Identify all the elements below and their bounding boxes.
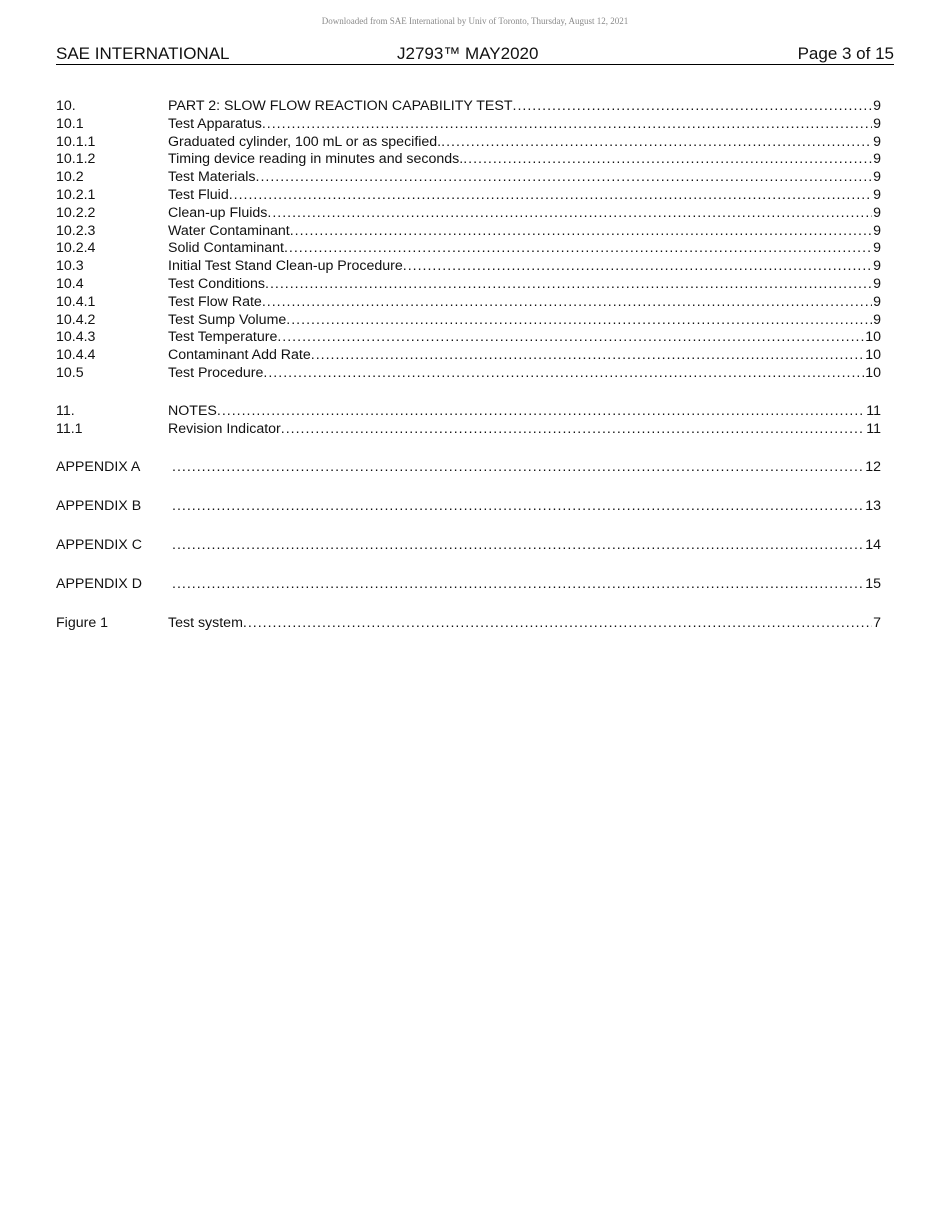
toc-title: Solid Contaminant xyxy=(168,240,284,257)
toc-number: 10.1.2 xyxy=(56,151,96,168)
toc-title: Test Sump Volume xyxy=(168,311,287,328)
toc-leader-dots xyxy=(172,537,864,555)
toc-title: Contaminant Add Rate xyxy=(168,347,311,364)
toc-page: 9 xyxy=(873,240,881,257)
toc-title: Test Procedure xyxy=(168,364,264,381)
toc-entry[interactable] xyxy=(56,312,881,330)
page-header xyxy=(56,44,894,65)
toc-page: 9 xyxy=(873,293,881,310)
toc-title: Initial Test Stand Clean-up Procedure xyxy=(168,258,403,275)
toc-page: 9 xyxy=(873,222,881,239)
toc-number: APPENDIX A xyxy=(56,459,141,476)
toc-number: 10.4.1 xyxy=(56,293,96,310)
toc-page: 10 xyxy=(865,329,881,346)
toc-title: Timing device reading in minutes and seconds. xyxy=(168,151,464,168)
toc-entry[interactable] xyxy=(56,329,881,347)
toc-entry[interactable] xyxy=(56,421,881,439)
toc-leader-dots xyxy=(265,276,872,294)
toc-number: 10.3 xyxy=(56,258,84,275)
toc-entry[interactable] xyxy=(56,347,881,365)
toc-leader-dots xyxy=(277,329,864,347)
toc-number: 10.2.1 xyxy=(56,186,96,203)
toc-entry[interactable] xyxy=(56,134,881,152)
toc-leader-dots xyxy=(217,403,865,421)
toc-number: 10.1.1 xyxy=(56,133,96,150)
toc-page: 14 xyxy=(865,536,881,553)
toc-page: 9 xyxy=(873,98,881,114)
toc-title: Graduated cylinder, 100 mL or as specified. xyxy=(168,133,442,150)
toc-entry[interactable] xyxy=(56,240,881,258)
toc-entry[interactable] xyxy=(56,205,881,223)
toc-appendix-entry[interactable] xyxy=(56,576,881,594)
toc-page: 15 xyxy=(865,575,881,592)
toc-page: 9 xyxy=(873,169,881,186)
toc-leader-dots xyxy=(290,223,872,241)
toc-number: 10.2.3 xyxy=(56,222,96,239)
toc-entry[interactable] xyxy=(56,365,881,383)
toc-leader-dots xyxy=(172,459,864,477)
toc-leader-dots xyxy=(243,615,872,633)
toc-number: 10.2 xyxy=(56,169,84,186)
toc-leader-dots xyxy=(267,205,872,223)
download-watermark: Downloaded from SAE International by Univ of Toronto, Thursday, August 12, 2021 xyxy=(321,16,629,26)
toc-page: 9 xyxy=(873,133,881,150)
toc-appendix-entry[interactable] xyxy=(56,537,881,555)
toc-title: Test Materials xyxy=(168,169,256,186)
toc-page: 13 xyxy=(865,498,881,515)
toc-title: PART 2: SLOW FLOW REACTION CAPABILITY TEST xyxy=(168,98,513,114)
toc-page: 9 xyxy=(873,186,881,203)
toc-leader-dots xyxy=(262,294,872,312)
toc-page: 7 xyxy=(873,614,881,631)
header-org: SAE INTERNATIONAL xyxy=(56,44,230,63)
toc-leader-dots xyxy=(286,312,872,330)
toc-page: 9 xyxy=(873,115,881,132)
toc-page: 9 xyxy=(873,151,881,168)
toc-title: Test Apparatus xyxy=(168,115,262,132)
toc-number: 10.4.3 xyxy=(56,329,96,346)
toc-number: APPENDIX D xyxy=(56,575,142,592)
toc-entry[interactable] xyxy=(56,294,881,312)
toc-number: 11.1 xyxy=(56,420,83,437)
toc-leader-dots xyxy=(281,421,865,439)
toc-page: 11 xyxy=(866,420,881,437)
toc-number: APPENDIX B xyxy=(56,498,142,515)
toc-number: 10.4.4 xyxy=(56,347,96,364)
toc-entry[interactable] xyxy=(56,258,881,276)
toc-number: 10.1 xyxy=(56,115,84,132)
toc-entry[interactable] xyxy=(56,98,881,116)
toc-page: 9 xyxy=(873,275,881,292)
toc-number: 10.5 xyxy=(56,364,84,381)
toc-page: 10 xyxy=(865,347,881,364)
toc-entry[interactable] xyxy=(56,169,881,187)
toc-title: Test system xyxy=(168,614,243,631)
toc-leader-dots xyxy=(311,347,864,365)
table-of-contents xyxy=(56,98,881,632)
toc-page: 10 xyxy=(865,364,881,381)
toc-leader-dots xyxy=(172,576,864,594)
toc-number: 10.4.2 xyxy=(56,311,96,328)
toc-leader-dots xyxy=(463,151,872,169)
toc-number: 10. xyxy=(56,98,76,114)
toc-entry[interactable] xyxy=(56,187,881,205)
toc-entry[interactable] xyxy=(56,151,881,169)
header-doc-id: J2793™ MAY2020 xyxy=(397,44,539,63)
toc-number: Figure 1 xyxy=(56,614,109,631)
toc-page: 12 xyxy=(865,459,881,476)
toc-number: 10.4 xyxy=(56,275,84,292)
toc-leader-dots xyxy=(403,258,872,276)
toc-number: APPENDIX C xyxy=(56,536,142,553)
toc-entry[interactable] xyxy=(56,116,881,134)
toc-number: 10.2.4 xyxy=(56,240,96,257)
header-page-number: Page 3 of 15 xyxy=(797,44,894,63)
toc-title: Test Flow Rate xyxy=(168,293,262,310)
toc-title: Test Fluid xyxy=(168,186,229,203)
toc-title: NOTES xyxy=(168,402,217,419)
toc-page: 9 xyxy=(873,311,881,328)
toc-leader-dots xyxy=(172,498,864,516)
toc-entry[interactable] xyxy=(56,223,881,241)
toc-page: 9 xyxy=(873,258,881,275)
toc-figure-entry[interactable] xyxy=(56,615,881,633)
toc-leader-dots xyxy=(256,169,873,187)
toc-title: Test Conditions xyxy=(168,275,265,292)
toc-leader-dots xyxy=(263,365,864,383)
toc-title: Revision Indicator xyxy=(168,420,281,437)
toc-entry[interactable] xyxy=(56,403,881,421)
toc-number: 11. xyxy=(56,402,75,419)
toc-title: Test Temperature xyxy=(168,329,278,346)
toc-leader-dots xyxy=(441,134,872,152)
toc-leader-dots xyxy=(284,240,872,258)
toc-appendix-entry[interactable] xyxy=(56,459,881,477)
toc-leader-dots xyxy=(513,98,873,116)
toc-title: Clean-up Fluids xyxy=(168,204,268,221)
toc-leader-dots xyxy=(229,187,872,205)
toc-page: 11 xyxy=(866,402,881,419)
toc-appendix-entry[interactable] xyxy=(56,498,881,516)
toc-title: Water Contaminant xyxy=(168,222,290,239)
toc-page: 9 xyxy=(873,204,881,221)
toc-entry[interactable] xyxy=(56,276,881,294)
toc-leader-dots xyxy=(262,116,872,134)
toc-number: 10.2.2 xyxy=(56,204,96,221)
